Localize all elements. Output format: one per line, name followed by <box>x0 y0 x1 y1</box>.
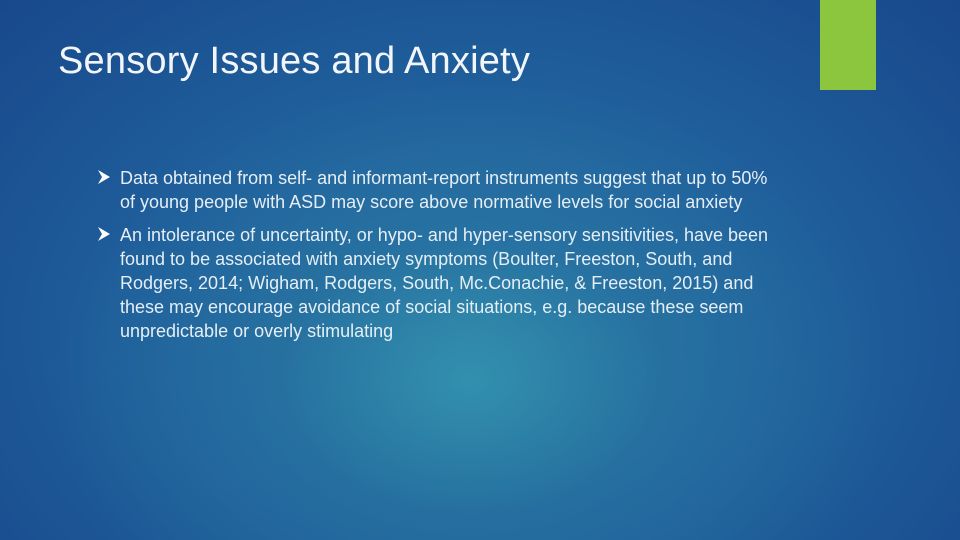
slide-title: Sensory Issues and Anxiety <box>58 40 531 82</box>
bullet-item <box>98 166 778 214</box>
bullet-text: An intolerance of uncertainty, or hypo- and hyper-sensory sensitivities, have been found to be associated with anxiety symptoms (Boulter, Freeston, South, and Rodgers, 2014; Wigham, Rodgers, South, Mc.Conachie, & Freeston, 2015) and these may encourage avoidance of social situations, e.g. because these seem unpredictable or overly stimulating <box>120 225 769 341</box>
bullet-list <box>98 166 778 352</box>
accent-bar <box>820 0 876 90</box>
arrow-right-icon <box>98 170 120 184</box>
bullet-text: Data obtained from self- and informant-report instruments suggest that up to 50% of young people with ASD may score above normative levels for social anxiety <box>120 168 768 212</box>
arrow-right-icon <box>98 227 120 241</box>
bullet-item <box>98 223 778 343</box>
